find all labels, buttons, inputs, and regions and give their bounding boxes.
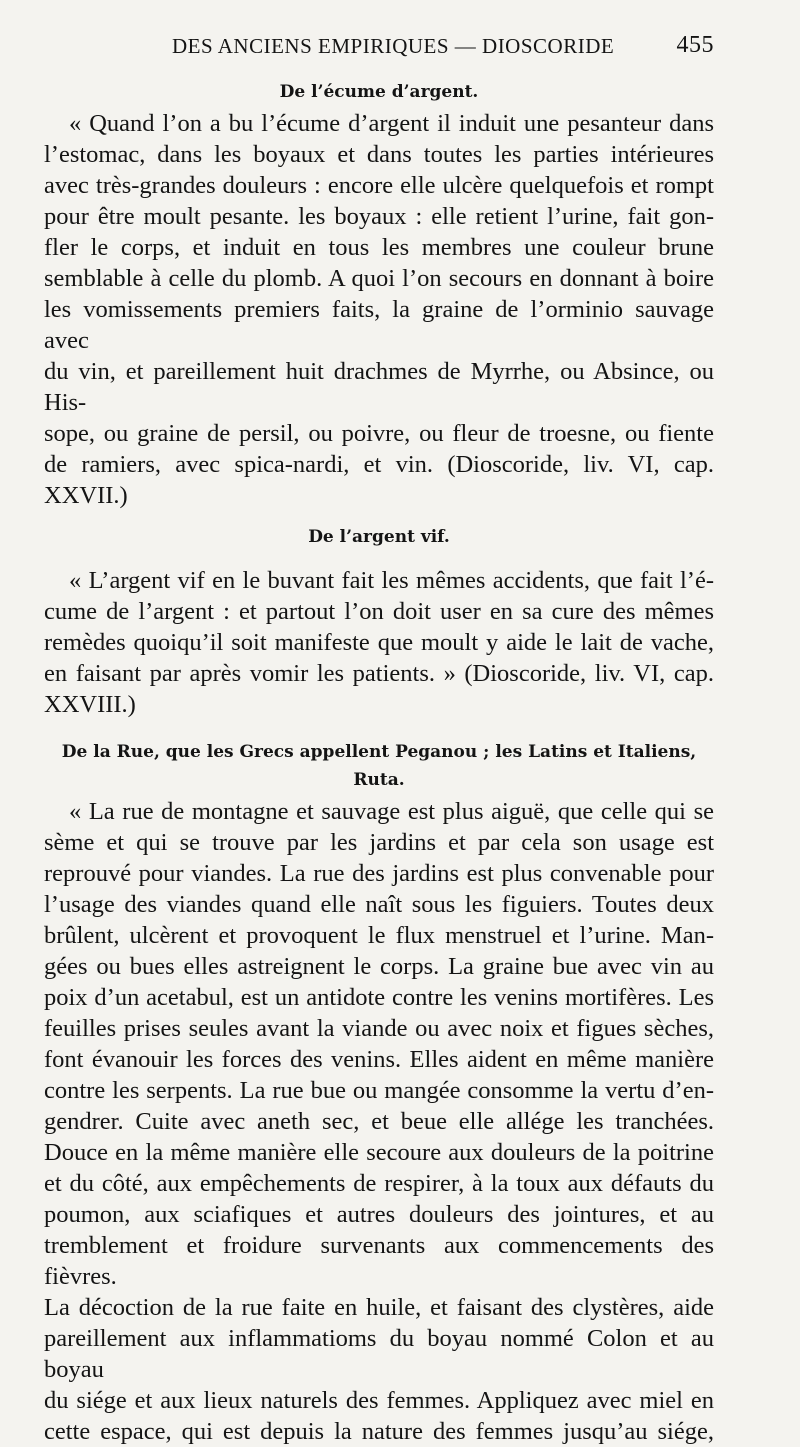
text-line: avec très-grandes douleurs : encore elle ulcère quelquefois et rompt: [44, 172, 714, 199]
page: [44, 30, 714, 1447]
text-line: « Quand l’on a bu l’écume d’argent il induit une pesanteur dans: [69, 110, 714, 137]
text-line: cette espace, qui est depuis la nature des femmes jusqu’au siége,: [44, 1418, 714, 1445]
section-heading-continued: Ruta.: [353, 770, 405, 790]
text-line: l’estomac, dans les boyaux et dans toutes les parties intérieures: [44, 141, 714, 168]
text-line: de ramiers, avec spica-nardi, et vin. (Dioscoride, liv. VI, cap. XXVII.): [44, 451, 714, 509]
text-line: pareillement aux inflammatioms du boyau nommé Colon et au boyau: [44, 1325, 714, 1383]
text-line: tremblement et froidure survenants aux commencements des fièvres.: [44, 1232, 714, 1290]
text-line: font évanouir les forces des venins. Elles aident en même manière: [44, 1046, 714, 1073]
section-heading: De l’argent vif.: [308, 527, 450, 547]
text-line: La décoction de la rue faite en huile, et faisant des clystères, aide: [44, 1294, 714, 1321]
text-line: et du côté, aux empêchements de respirer, à la toux aux défauts du: [44, 1170, 714, 1197]
text-line: reprouvé pour viandes. La rue des jardins est plus convenable pour: [44, 860, 714, 887]
text-line: fler le corps, et induit en tous les membres une couleur brune: [44, 234, 714, 261]
text-line: « La rue de montagne et sauvage est plus aiguë, que celle qui se: [69, 798, 714, 825]
text-line: du siége et aux lieux naturels des femmes. Appliquez avec miel en: [44, 1387, 714, 1414]
text-line: feuilles prises seules avant la viande ou avec noix et figues sèches,: [44, 1015, 714, 1042]
running-title: DES ANCIENS EMPIRIQUES — DIOSCORIDE: [172, 34, 615, 58]
text-line: gées ou bues elles astreignent le corps. La graine bue avec vin au: [44, 953, 714, 980]
text-line: Douce en la même manière elle secoure aux douleurs de la poitrine: [44, 1139, 714, 1166]
section-heading: De la Rue, que les Grecs appellent Peganou ; les Latins et Italiens,: [61, 742, 697, 762]
text-line: XXVIII.): [44, 691, 136, 718]
text-line: sope, ou graine de persil, ou poivre, ou fleur de troesne, ou fiente: [44, 420, 714, 447]
text-line: gendrer. Cuite avec aneth sec, et beue elle allége les tranchées.: [44, 1108, 714, 1135]
running-head: [44, 30, 714, 70]
text-line: semblable à celle du plomb. A quoi l’on secours en donnant à boire: [44, 265, 714, 292]
paragraph: [44, 108, 714, 511]
text-line: sème et qui se trouve par les jardins et par cela son usage est: [44, 829, 714, 856]
text-line: en faisant par après vomir les patients. » (Dioscoride, liv. VI, cap.: [44, 660, 714, 687]
text-line: pour être moult pesante. les boyaux : elle retient l’urine, fait gon-: [44, 203, 714, 230]
text-line: contre les serpents. La rue bue ou mangée consomme la vertu d’en-: [44, 1077, 714, 1104]
text-line: du vin, et pareillement huit drachmes de Myrrhe, ou Absince, ou His-: [44, 358, 714, 416]
text-line: brûlent, ulcèrent et provoquent le flux menstruel et l’urine. Man-: [44, 922, 714, 949]
text-line: l’usage des viandes quand elle naît sous les figuiers. Toutes deux: [44, 891, 714, 918]
text-line: remèdes quoiqu’il soit manifeste que moult y aide le lait de vache,: [44, 629, 714, 656]
page-number: 455: [676, 32, 714, 58]
section-heading: De l’écume d’argent.: [279, 82, 479, 102]
text-line: les vomissements premiers faits, la graine de l’orminio sauvage avec: [44, 296, 714, 354]
paragraph: [44, 565, 714, 720]
text-line: poix d’un acetabul, est un antidote contre les venins mortifères. Les: [44, 984, 714, 1011]
paragraph: [44, 796, 714, 1447]
text-line: cume de l’argent : et partout l’on doit user en sa cure des mêmes: [44, 598, 714, 625]
text-line: poumon, aux sciafiques et autres douleurs des jointures, et au: [44, 1201, 714, 1228]
text-line: « L’argent vif en le buvant fait les mêmes accidents, que fait l’é-: [69, 567, 714, 594]
